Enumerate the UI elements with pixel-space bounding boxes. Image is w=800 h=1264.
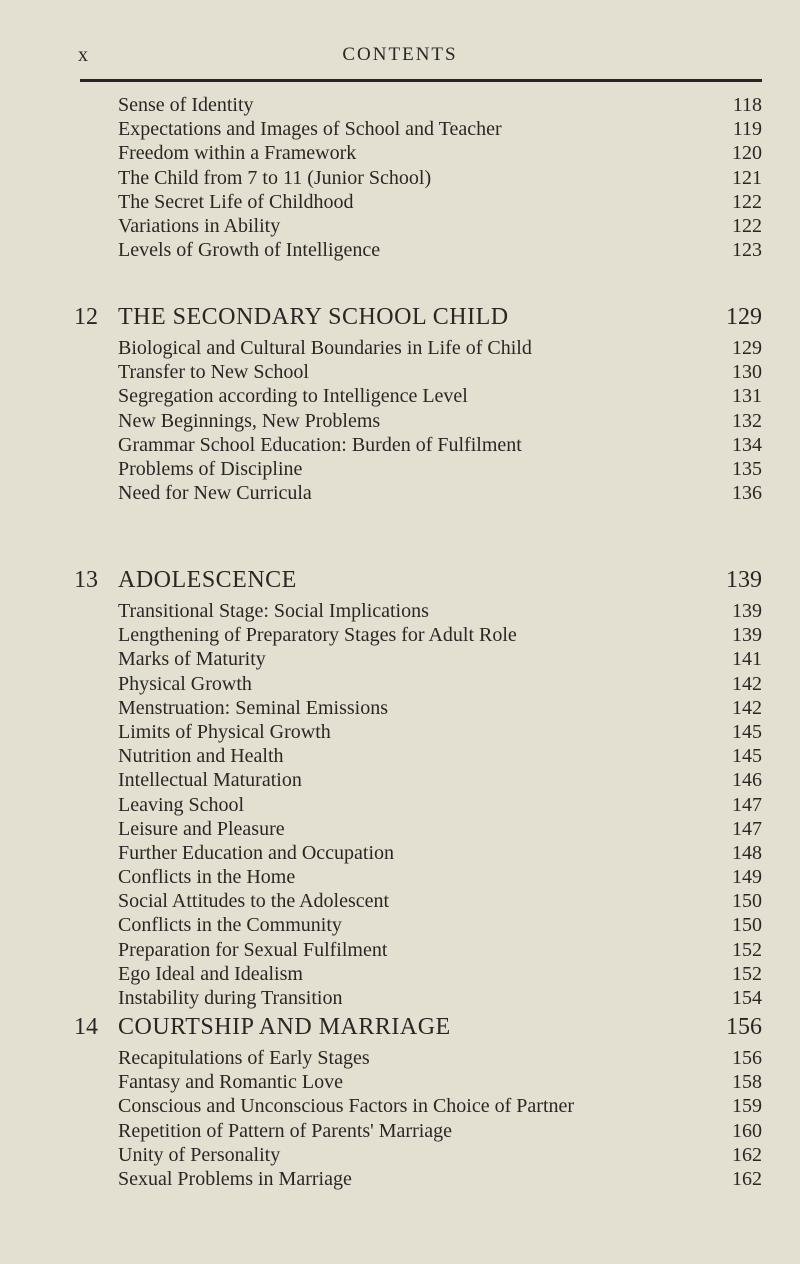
header-rule bbox=[80, 79, 762, 82]
chapter-title: COURTSHIP AND MARRIAGE bbox=[118, 1014, 451, 1040]
toc-entry bbox=[0, 481, 800, 505]
entry-title: Marks of Maturity bbox=[118, 648, 266, 671]
toc-entry bbox=[0, 409, 800, 433]
toc-entry bbox=[0, 1167, 800, 1191]
toc-entry bbox=[0, 238, 800, 262]
entry-page: 162 bbox=[732, 1167, 762, 1190]
entry-title: Leaving School bbox=[118, 793, 245, 816]
entry-title: Transitional Stage: Social Implications bbox=[118, 600, 429, 622]
entry-title: Fantasy and Romantic Love bbox=[118, 1071, 343, 1094]
toc-entry bbox=[0, 1143, 800, 1167]
entry-title: Conflicts in the Community bbox=[118, 914, 342, 937]
toc-entry bbox=[0, 768, 800, 792]
toc-entry bbox=[0, 93, 800, 117]
entry-page: 152 bbox=[732, 962, 762, 985]
chapter-title: ADOLESCENCE bbox=[118, 567, 297, 593]
entry-page: 139 bbox=[732, 624, 762, 647]
chapter-page: 139 bbox=[726, 567, 762, 593]
chapter-12 bbox=[0, 302, 800, 505]
toc-entry bbox=[0, 817, 800, 841]
toc-entry bbox=[0, 744, 800, 768]
entry-page: 152 bbox=[732, 938, 762, 961]
chapter-number: 14 bbox=[74, 1014, 98, 1040]
toc-entry bbox=[0, 599, 800, 623]
entry-title: Biological and Cultural Boundaries in Life of Child bbox=[118, 337, 532, 359]
entry-page: 132 bbox=[732, 409, 762, 432]
entry-title: Intellectual Maturation bbox=[118, 769, 302, 792]
entry-page: 146 bbox=[732, 769, 762, 792]
toc-entry bbox=[0, 865, 800, 889]
toc-entry bbox=[0, 117, 800, 141]
entry-page: 122 bbox=[732, 190, 762, 213]
entry-page: 122 bbox=[732, 214, 762, 237]
chapter-number: 12 bbox=[74, 304, 98, 330]
running-header: CONTENTS bbox=[342, 44, 458, 65]
entry-page: 156 bbox=[732, 1047, 762, 1069]
chapter-page: 129 bbox=[726, 304, 762, 330]
chapter-heading bbox=[0, 302, 800, 336]
entry-page: 158 bbox=[732, 1071, 762, 1094]
toc-entry bbox=[0, 913, 800, 937]
entry-page: 145 bbox=[732, 720, 762, 743]
toc-entry bbox=[0, 190, 800, 214]
entry-page: 129 bbox=[732, 337, 762, 359]
entry-page: 131 bbox=[732, 385, 762, 408]
entry-page: 120 bbox=[732, 142, 762, 165]
entry-page: 121 bbox=[732, 166, 762, 189]
entry-page: 149 bbox=[732, 866, 762, 889]
entry-page: 147 bbox=[732, 793, 762, 816]
entry-page: 142 bbox=[732, 696, 762, 719]
chapter-page: 156 bbox=[726, 1014, 762, 1040]
entry-page: 123 bbox=[732, 239, 762, 262]
entry-page: 150 bbox=[732, 914, 762, 937]
toc-entry bbox=[0, 720, 800, 744]
entry-title: Recapitulations of Early Stages bbox=[118, 1047, 370, 1069]
entry-title: New Beginnings, New Problems bbox=[118, 409, 381, 432]
entry-page: 147 bbox=[732, 817, 762, 840]
entry-title: Variations in Ability bbox=[118, 214, 281, 237]
entry-title: Conflicts in the Home bbox=[118, 866, 296, 889]
entry-title: Repetition of Pattern of Parents' Marriage bbox=[118, 1119, 453, 1142]
entry-title: Further Education and Occupation bbox=[118, 841, 395, 864]
toc-entry bbox=[0, 166, 800, 190]
entry-title: Grammar School Education: Burden of Fulfilment bbox=[118, 433, 522, 456]
entry-title: The Secret Life of Childhood bbox=[118, 190, 354, 213]
entry-title: Limits of Physical Growth bbox=[118, 720, 331, 743]
chapter-heading bbox=[0, 1012, 800, 1046]
toc-entry bbox=[0, 214, 800, 238]
entry-page: 162 bbox=[732, 1143, 762, 1166]
toc-entry bbox=[0, 672, 800, 696]
toc-entry bbox=[0, 647, 800, 671]
toc-entry bbox=[0, 986, 800, 1010]
entry-page: 139 bbox=[732, 600, 762, 622]
entry-page: 145 bbox=[732, 745, 762, 768]
entry-title: Social Attitudes to the Adolescent bbox=[118, 890, 390, 913]
entry-title: Problems of Discipline bbox=[118, 457, 303, 480]
toc-entry bbox=[0, 384, 800, 408]
entry-title: Menstruation: Seminal Emissions bbox=[118, 696, 388, 719]
chapter-14 bbox=[0, 1012, 800, 1191]
entry-page: 159 bbox=[732, 1095, 762, 1118]
entry-page: 142 bbox=[732, 672, 762, 695]
chapter-title: THE SECONDARY SCHOOL CHILD bbox=[118, 304, 509, 330]
entry-title: Lengthening of Preparatory Stages for Adult Role bbox=[118, 624, 517, 647]
entry-title: Unity of Personality bbox=[118, 1143, 281, 1166]
entry-page: 135 bbox=[732, 457, 762, 480]
entry-title: Need for New Curricula bbox=[118, 482, 312, 505]
toc-entry bbox=[0, 1046, 800, 1070]
intro-entries bbox=[0, 93, 800, 262]
entry-title: Instability during Transition bbox=[118, 987, 343, 1009]
entry-title: Conscious and Unconscious Factors in Choice of Partner bbox=[118, 1095, 575, 1118]
entry-title: Freedom within a Framework bbox=[118, 142, 357, 165]
toc-entry bbox=[0, 1070, 800, 1094]
toc-entry bbox=[0, 889, 800, 913]
toc-entry bbox=[0, 962, 800, 986]
entry-page: 141 bbox=[732, 648, 762, 671]
entry-title: Levels of Growth of Intelligence bbox=[118, 239, 381, 262]
toc-entry bbox=[0, 336, 800, 360]
entry-title: Expectations and Images of School and Teacher bbox=[118, 118, 502, 141]
entry-title: Leisure and Pleasure bbox=[118, 817, 285, 840]
toc-entry bbox=[0, 793, 800, 817]
entry-title: Ego Ideal and Idealism bbox=[118, 962, 303, 985]
page-number: x bbox=[78, 44, 88, 66]
entry-title: Preparation for Sexual Fulfilment bbox=[118, 938, 388, 961]
entry-page: 160 bbox=[732, 1119, 762, 1142]
entry-page: 119 bbox=[732, 118, 762, 141]
entry-page: 118 bbox=[732, 94, 762, 116]
toc-entry bbox=[0, 457, 800, 481]
entry-title: The Child from 7 to 11 (Junior School) bbox=[118, 166, 432, 189]
entry-title: Physical Growth bbox=[118, 672, 252, 695]
chapter-number: 13 bbox=[74, 567, 98, 593]
entry-page: 148 bbox=[732, 841, 762, 864]
entry-page: 134 bbox=[732, 433, 762, 456]
chapter-heading bbox=[0, 565, 800, 599]
entry-page: 150 bbox=[732, 890, 762, 913]
chapter-13 bbox=[0, 565, 800, 1010]
entry-title: Sexual Problems in Marriage bbox=[118, 1167, 352, 1190]
toc-entry bbox=[0, 841, 800, 865]
entry-title: Transfer to New School bbox=[118, 361, 309, 384]
toc-entry bbox=[0, 433, 800, 457]
entry-page: 130 bbox=[732, 361, 762, 384]
toc-entry bbox=[0, 623, 800, 647]
toc-entry bbox=[0, 360, 800, 384]
entry-page: 154 bbox=[732, 987, 762, 1009]
toc-entry bbox=[0, 1119, 800, 1143]
entry-page: 136 bbox=[732, 482, 762, 505]
toc-entry bbox=[0, 938, 800, 962]
toc-entry bbox=[0, 1094, 800, 1118]
entry-title: Sense of Identity bbox=[118, 94, 254, 116]
toc-entry bbox=[0, 696, 800, 720]
entry-title: Nutrition and Health bbox=[118, 745, 284, 768]
toc-entry bbox=[0, 141, 800, 165]
entry-title: Segregation according to Intelligence Level bbox=[118, 385, 468, 408]
